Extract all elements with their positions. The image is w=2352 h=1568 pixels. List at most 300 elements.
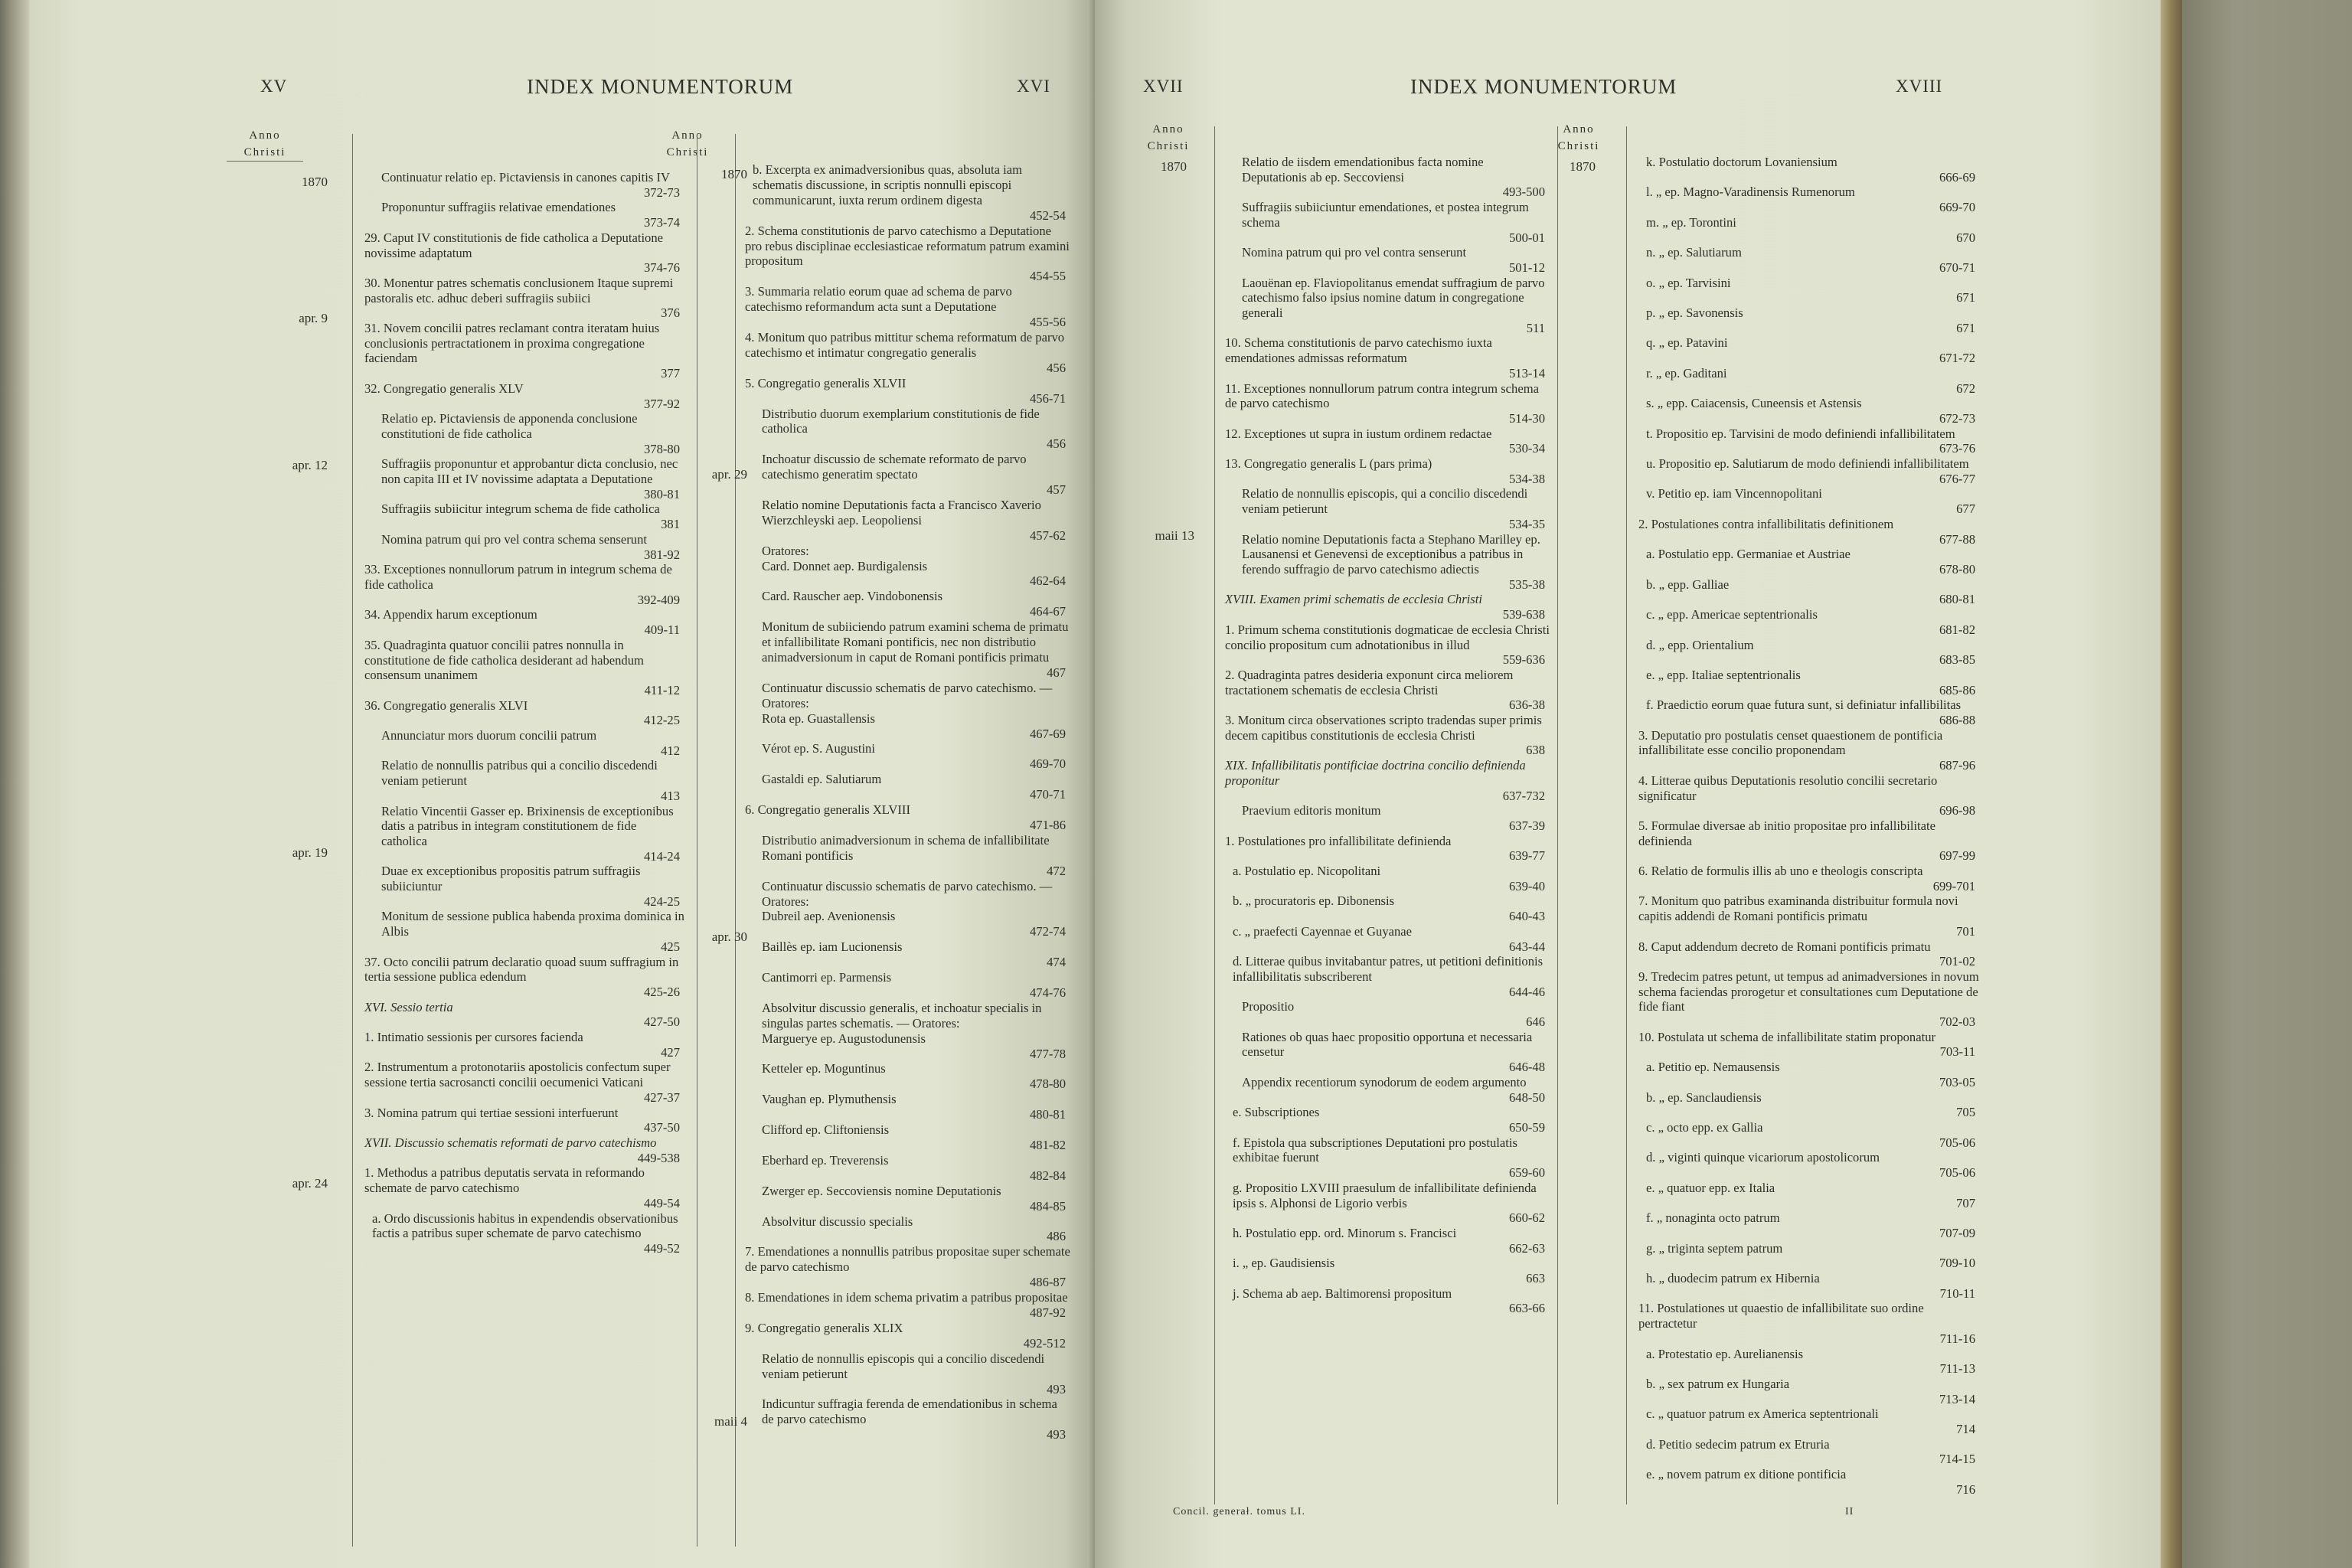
index-entry: [364, 1211, 684, 1256]
index-entry: [745, 330, 1070, 376]
page-reference: 424-25: [643, 893, 680, 909]
entry-title: 2. Instrumentum a protonotariis apostolicis confectum super sessione tertia sacrosancti concilii oecumenici Vaticani: [364, 1060, 671, 1090]
entry-title: Cantimorri ep. Parmensis: [762, 970, 892, 985]
page-reference: 381-92: [643, 547, 680, 562]
index-entry: [1638, 1120, 1980, 1150]
index-entry: [1225, 668, 1550, 713]
index-entry: [1638, 668, 1980, 697]
entry-title: 13. Congregatio generalis L (pars prima): [1225, 456, 1432, 472]
entry-title: Gastaldi ep. Salutiarum: [762, 772, 882, 787]
page-reference: 672-73: [1939, 410, 1975, 426]
entry-title: Proponuntur suffragiis relativae emendationes: [381, 200, 616, 215]
entry-title: Continuatur discussio schematis de parvo catechismo. — Oratores:: [762, 878, 1053, 909]
entry-title: b. „ sex patrum ex Hungaria: [1646, 1376, 1790, 1391]
entry-title: g. „ triginta septem patrum: [1646, 1240, 1783, 1256]
page-reference: 714-15: [1939, 1452, 1975, 1467]
index-entry: [1638, 728, 1980, 773]
index-entry: [745, 970, 1070, 1001]
page-reference: 482-84: [1029, 1168, 1066, 1183]
page-reference: 411-12: [644, 682, 680, 697]
page-reference: 487-92: [1029, 1305, 1066, 1320]
entry-title: XVI. Sessio tertia: [364, 999, 453, 1014]
entry-title: i. „ ep. Gaudisiensis: [1233, 1256, 1335, 1271]
index-entry: [1225, 245, 1550, 275]
anno-christi-heading-1: Anno Christi: [243, 129, 286, 158]
entry-title: Distributio animadversionum in schema de infallibilitate Romani pontificis: [762, 832, 1050, 863]
page-reference: 660-62: [1508, 1210, 1545, 1226]
page-reference: 678-80: [1939, 561, 1975, 577]
entry-title: q. „ ep. Patavini: [1646, 335, 1728, 351]
entry-title: 1. Primum schema constitutionis dogmaticae de ecclesia Christi concilio propositum cum adnotationibus in illud: [1225, 622, 1550, 652]
index-entry: [364, 170, 684, 200]
index-entry: [745, 544, 1070, 559]
page-reference: 449-538: [637, 1150, 680, 1165]
page-reference: 493: [1047, 1427, 1066, 1442]
entry-title: Oratores:: [762, 543, 809, 558]
page-reference: 687-96: [1939, 758, 1975, 773]
index-entry: [364, 638, 684, 698]
index-entry: [1638, 1347, 1980, 1377]
index-entry: [1638, 155, 1980, 185]
page-reference: 467-69: [1029, 726, 1066, 741]
page-reference: 392-409: [637, 592, 680, 607]
index-entry: [1638, 335, 1980, 365]
entry-title: Relatio de iisdem emendationibus facta nomine Deputationis ab ep. Seccoviensi: [1242, 155, 1484, 185]
index-entry: [1638, 1241, 1980, 1271]
index-entry: [1638, 396, 1980, 426]
page-reference: 534-35: [1508, 516, 1545, 531]
entry-title: t. Propositio ep. Tarvisini de modo definiendi infallibilitatem: [1646, 426, 1955, 441]
index-entry: [1225, 381, 1550, 426]
entry-title: k. Postulatio doctorum Lovaniensium: [1646, 155, 1838, 169]
entry-title: 33. Exceptiones nonnullorum patrum in integrum schema de fide catholica: [364, 562, 672, 592]
running-title-left: INDEX MONUMENTORUM: [527, 75, 794, 98]
entry-title: Monitum de subiiciendo patrum examini schema de primatu et infallibilitate Romani pontificis, nec non distributio animadversionum in caput de Romani pontificis primatu: [762, 619, 1069, 665]
index-entry: [1225, 924, 1550, 954]
date-label: apr. 12: [292, 458, 328, 472]
index-entry: [364, 200, 684, 230]
page-reference: 640-43: [1508, 909, 1545, 924]
page-reference: 377-92: [643, 396, 680, 411]
page-reference: 486: [1047, 1229, 1066, 1244]
index-entry: [1225, 864, 1550, 893]
entry-title: Laouënan ep. Flaviopolitanus emendat suffragium de parvo catechismo falso ipsius nomine datum in congregatione generali: [1242, 275, 1545, 321]
index-entry: [745, 1153, 1070, 1184]
signature-mark: II: [1845, 1506, 1854, 1517]
page-reference: 681-82: [1939, 622, 1975, 637]
page-reference: 671-72: [1939, 351, 1975, 366]
page-reference: 637-39: [1508, 818, 1545, 833]
entry-title: Suffragiis subiicitur integrum schema de fide catholica: [381, 501, 660, 517]
entry-title: 2. Schema constitutionis de parvo catechismo a Deputatione pro rebus disciplinae ecclesiasticae reformatum patrum examini propositum: [745, 223, 1070, 269]
entry-title: Inchoatur discussio de schemate reformato de parvo catechismo generatim spectato: [762, 452, 1027, 482]
page-reference: 425: [661, 939, 680, 954]
index-entry: [1225, 486, 1550, 531]
index-entry: [364, 1135, 684, 1165]
index-column-4: [1638, 155, 1980, 1498]
entry-title: Annunciatur mors duorum concilii patrum: [381, 728, 597, 743]
entry-title: Propositio: [1242, 999, 1295, 1014]
index-entry: [1638, 1210, 1980, 1240]
entry-title: Suffragiis proponuntur et approbantur dicta conclusio, nec non capita III et IV novissime adaptata a Deputatione: [381, 456, 678, 487]
index-entry: [745, 376, 1070, 407]
index-entry: [364, 1060, 684, 1105]
entry-title: e. „ epp. Italiae septentrionalis: [1646, 667, 1801, 682]
page-reference: 639-40: [1508, 878, 1545, 893]
page-reference: 648-50: [1508, 1089, 1545, 1105]
index-entry: [364, 758, 684, 803]
index-entry: [745, 284, 1070, 330]
index-entry: [1225, 592, 1550, 622]
entry-title: l. „ ep. Magno-Varadinensis Rumenorum: [1646, 185, 1855, 200]
entry-title: n. „ ep. Salutiarum: [1646, 245, 1742, 260]
entry-title: 3. Deputatio pro postulatis censet quaestionem de pontificia infallibilitate esse concilio proponendam: [1638, 727, 1943, 758]
page-reference: 646: [1526, 1014, 1545, 1030]
entry-title: Relatio de nonnullis episcopis qui a concilio discedendi veniam petierunt: [762, 1351, 1045, 1381]
index-entry: [364, 230, 684, 276]
index-entry: [1638, 486, 1980, 516]
index-entry: [1225, 758, 1550, 803]
page-reference: 703-11: [1939, 1044, 1975, 1060]
page-reference: 456: [1047, 360, 1066, 375]
page-reference: 486-87: [1029, 1275, 1066, 1290]
entry-title: XVIII. Examen primi schematis de ecclesia Christi: [1225, 592, 1482, 607]
entry-title: Relatio nomine Deputationis facta a Francisco Xaverio Wierzchleyski aep. Leopoliensi: [762, 497, 1041, 528]
index-entry: [364, 562, 684, 607]
index-entry: [1638, 305, 1980, 335]
index-entry: [1638, 245, 1980, 275]
page-reference: 471-86: [1029, 817, 1066, 832]
entry-title: c. „ praefecti Cayennae et Guyanae: [1233, 923, 1413, 939]
page-reference: 673-76: [1939, 441, 1975, 456]
entry-title: o. „ ep. Tarvisini: [1646, 275, 1731, 290]
entry-title: f. Praedictio eorum quae futura sunt, si definiatur infallibilitas: [1646, 697, 1962, 713]
column-rule: [1214, 126, 1215, 1504]
right-page: [1095, 0, 2161, 1568]
index-entry: [1638, 215, 1980, 245]
page-reference: 677: [1956, 501, 1975, 517]
index-entry: [1638, 276, 1980, 305]
entry-title: f. „ nonaginta octo patrum: [1646, 1210, 1780, 1226]
index-entry: [1638, 1181, 1980, 1210]
date-label: apr. 29: [711, 467, 747, 482]
running-title-right: INDEX MONUMENTORUM: [1410, 75, 1677, 98]
entry-title: Vaughan ep. Plymuthensis: [762, 1092, 897, 1107]
index-entry: [1638, 893, 1980, 939]
entry-title: a. Protestatio ep. Aurelianensis: [1646, 1346, 1804, 1361]
index-entry: [1225, 999, 1550, 1029]
index-entry: [364, 728, 684, 758]
index-entry: [1638, 1090, 1980, 1120]
page-reference: 414-24: [643, 848, 680, 864]
page-reference: 412: [661, 743, 680, 758]
entry-title: 7. Monitum quo patribus examinanda distribuitur formula novi capitis addendi de Romani pontificis primatu: [1638, 893, 1958, 924]
page-reference: 644-46: [1508, 984, 1545, 999]
page-reference: 677-88: [1939, 531, 1975, 547]
index-entry: [745, 741, 1070, 772]
entry-title: Relatio de nonnullis patribus qui a concilio discedendi veniam petierunt: [381, 758, 658, 789]
entry-title: Distributio duorum exemplarium constitutionis de fide catholica: [762, 406, 1040, 436]
entry-title: Clifford ep. Cliftoniensis: [762, 1122, 890, 1138]
page-reference: 474: [1047, 955, 1066, 970]
entry-title: 31. Novem concilii patres reclamant contra iteratam huius conclusionis pertractationem in proxima congregatione faciendam: [364, 321, 660, 366]
page-reference: 530-34: [1508, 441, 1545, 456]
page-reference: 710-11: [1939, 1285, 1975, 1301]
index-entry: [364, 607, 684, 637]
page-reference: 711-13: [1939, 1361, 1975, 1377]
index-entry: [745, 772, 1070, 802]
entry-title: g. Propositio LXVIII praesulum de infallibilitate definienda ipsis s. Alphonsi de Ligorio verbis: [1233, 1180, 1537, 1210]
anno-christi-heading-4: Anno Christi: [1557, 123, 1600, 152]
index-entry: [745, 1290, 1070, 1321]
index-entry: [364, 381, 684, 411]
entry-title: d. Litterae quibus invitabantur patres, ut petitioni definitionis infallibilitatis subscriberent: [1233, 954, 1544, 984]
page-reference: 697-99: [1939, 848, 1975, 864]
index-entry: [364, 955, 684, 1000]
page-reference: 427-50: [643, 1014, 680, 1030]
index-entry: [364, 909, 684, 954]
page-reference: 376: [661, 305, 680, 321]
page-reference: 663-66: [1508, 1301, 1545, 1316]
page-reference: 534-38: [1508, 471, 1545, 486]
entry-title: XIX. Infallibilitatis pontificiae doctrina concilio definienda proponitur: [1225, 758, 1526, 788]
entry-title: 1. Postulationes pro infallibilitate definienda: [1225, 833, 1452, 848]
entry-title: c. „ octo epp. ex Gallia: [1646, 1120, 1763, 1135]
entry-title: 5. Congregatio generalis XLVII: [745, 375, 906, 390]
entry-title: Relatio ep. Pictaviensis de apponenda conclusione constitutioni de fide catholica: [381, 411, 638, 441]
entry-title: Absolvitur discussio specialis: [762, 1214, 913, 1229]
index-entry: [1225, 834, 1550, 864]
page-reference: 464-67: [1029, 604, 1066, 619]
entry-title: 29. Caput IV constitutionis de fide catholica a Deputatione novissime adaptatum: [364, 230, 664, 260]
entry-title: h. Postulatio epp. ord. Minorum s. Francisci: [1233, 1225, 1457, 1240]
entry-title: 10. Postulata ut schema de infallibilitate statim proponatur: [1638, 1029, 1936, 1044]
index-entry: [1225, 276, 1550, 336]
index-entry: [745, 681, 1070, 711]
page-reference: 501-12: [1508, 260, 1545, 275]
page-reference: 409-11: [644, 622, 680, 638]
page-reference: 500-01: [1508, 230, 1545, 245]
index-entry: [1638, 939, 1980, 969]
index-entry: [745, 1092, 1070, 1122]
page-reference: 671: [1956, 290, 1975, 305]
entry-title: Marguerye ep. Augustodunensis: [762, 1031, 926, 1046]
entry-title: Nomina patrum qui pro vel contra senserunt: [1242, 245, 1467, 260]
page-reference: 470-71: [1029, 787, 1066, 802]
index-entry: [745, 224, 1070, 285]
index-entry: [1638, 366, 1980, 396]
page-reference: 478-80: [1029, 1076, 1066, 1092]
page-reference: 456: [1047, 436, 1066, 452]
entry-title: Rota ep. Guastallensis: [762, 710, 875, 726]
page-reference: 699-701: [1932, 878, 1975, 893]
index-entry: [745, 1031, 1070, 1062]
page-reference: 663: [1526, 1271, 1545, 1286]
index-entry: [1638, 185, 1980, 214]
index-entry: [364, 1106, 684, 1135]
page-reference: 659-60: [1508, 1165, 1545, 1181]
index-entry: [1638, 456, 1980, 486]
entry-title: 12. Exceptiones ut supra in iustum ordinem redactae: [1225, 426, 1492, 441]
anno-christi-heading-3: Anno Christi: [1147, 123, 1190, 152]
page-reference: 427-37: [643, 1089, 680, 1105]
index-entry: [1225, 622, 1550, 668]
index-entry: [1225, 426, 1550, 456]
page-reference: 467: [1047, 665, 1066, 680]
entry-title: d. Petitio sedecim patrum ex Etruria: [1646, 1436, 1830, 1452]
entry-title: b. „ epp. Galliae: [1646, 577, 1730, 592]
page-reference: 454-55: [1029, 269, 1066, 284]
page-reference: 511: [1526, 320, 1545, 335]
entry-title: Indicuntur suffragia ferenda de emendationibus in schema de parvo catechismo: [762, 1396, 1057, 1427]
page-reference: 683-85: [1939, 652, 1975, 668]
entry-title: e. Subscriptiones: [1233, 1105, 1320, 1120]
page-reference: 469-70: [1029, 756, 1066, 772]
index-entry: [364, 1030, 684, 1060]
index-entry: [1638, 1060, 1980, 1089]
entry-title: a. Postulatio ep. Nicopolitani: [1233, 864, 1381, 879]
index-entry: [745, 498, 1070, 544]
page-reference: 449-54: [643, 1195, 680, 1210]
entry-title: Absolvitur discussio generalis, et inchoatur specialis in singulas partes schematis. — Oratores:: [762, 1000, 1042, 1031]
entry-title: 10. Schema constitutionis de parvo catechismo iuxta emendationes admissas reformatum: [1225, 335, 1492, 366]
index-entry: [745, 589, 1070, 619]
index-entry: [1225, 713, 1550, 758]
page-reference: 380-81: [643, 486, 680, 501]
index-entry: [1638, 638, 1980, 668]
index-entry: [1638, 1437, 1980, 1467]
index-entry: [745, 1061, 1070, 1092]
page-reference: 705-06: [1939, 1135, 1975, 1150]
entry-title: v. Petitio ep. iam Vincennopolitani: [1646, 486, 1822, 501]
page-reference: 636-38: [1508, 697, 1545, 713]
entry-title: a. Petitio ep. Nemausensis: [1646, 1060, 1780, 1075]
entry-title: 1. Intimatio sessionis per cursores facienda: [364, 1030, 583, 1045]
entry-title: e. „ quatuor epp. ex Italia: [1646, 1180, 1775, 1195]
index-entry: [745, 407, 1070, 452]
index-entry: [1225, 155, 1550, 200]
index-entry: [1638, 1377, 1980, 1406]
page-reference: 701: [1956, 923, 1975, 939]
page-reference: 480-81: [1029, 1107, 1066, 1122]
index-column-1: [364, 170, 684, 1256]
index-entry: [1638, 607, 1980, 637]
page-reference: 373-74: [643, 215, 680, 230]
index-column-2: [745, 162, 1070, 1442]
entry-title: 37. Octo concilii patrum declaratio quoad suum suffragium in tertia sessione publica edendum: [364, 954, 679, 985]
index-entry: [364, 864, 684, 909]
index-entry: [1638, 697, 1980, 727]
column-rule: [1626, 126, 1627, 1504]
entry-title: Card. Rauscher aep. Vindobonensis: [762, 589, 943, 604]
index-entry: [1638, 517, 1980, 547]
entry-title: 8. Caput addendum decreto de Romani pontificis primatu: [1638, 939, 1931, 954]
page-reference: 686-88: [1939, 713, 1975, 728]
entry-title: 8. Emendationes in idem schema privatim a patribus propositae: [745, 1290, 1068, 1305]
page-reference: 707-09: [1939, 1225, 1975, 1240]
entry-title: 34. Appendix harum exceptionum: [364, 607, 537, 622]
index-entry: [1225, 335, 1550, 381]
entry-title: 3. Summaria relatio eorum quae ad schema de parvo catechismo reformandum acta sunt a Deputatione: [745, 284, 1012, 315]
index-entry: [364, 532, 684, 562]
date-label: maii 4: [714, 1414, 747, 1429]
page-reference: 670: [1956, 230, 1975, 245]
page-reference: 472-74: [1029, 924, 1066, 939]
date-label: apr. 30: [711, 929, 747, 944]
entry-title: 3. Monitum circa observationes scripto tradendas super primis decem capitibus constitutionis de ecclesia Christi: [1225, 713, 1542, 743]
entry-title: s. „ epp. Caiacensis, Cuneensis et Astensis: [1646, 396, 1862, 411]
index-entry: [1225, 1286, 1550, 1316]
entry-title: Ketteler ep. Moguntinus: [762, 1061, 886, 1076]
index-entry: [1638, 1271, 1980, 1301]
index-entry: [364, 698, 684, 728]
entry-title: Appendix recentiorum synodorum de eodem argumento: [1242, 1074, 1527, 1089]
year-label: 1870: [1570, 159, 1596, 174]
page-reference: 412-25: [643, 713, 680, 728]
page-reference: 474-76: [1029, 985, 1066, 1000]
page-reference: 696-98: [1939, 803, 1975, 818]
page-reference: 711-16: [1939, 1331, 1975, 1346]
page-reference: 714: [1956, 1422, 1975, 1437]
page-reference: 457: [1047, 482, 1066, 498]
year-label: 1870: [1161, 159, 1187, 174]
entry-title: Eberhard ep. Treverensis: [762, 1152, 889, 1168]
index-entry: [745, 1321, 1070, 1351]
page-reference: 455-56: [1029, 315, 1066, 330]
entry-title: j. Schema ab aep. Baltimorensi propositum: [1233, 1285, 1452, 1301]
entry-title: b. „ ep. Sanclaudiensis: [1646, 1089, 1762, 1105]
index-entry: [1638, 577, 1980, 607]
index-entry: [1638, 426, 1980, 456]
page-reference: 413: [661, 788, 680, 803]
entry-title: 5. Formulae diversae ab initio propositae pro infallibilitate definienda: [1638, 818, 1936, 848]
entry-title: Monitum de sessione publica habenda proxima dominica in Albis: [381, 909, 684, 939]
entry-title: Card. Donnet aep. Burdigalensis: [762, 558, 928, 573]
entry-title: Relatio de nonnullis episcopis, qui a concilio discedendi veniam petierunt: [1242, 486, 1528, 517]
index-entry: [364, 276, 684, 321]
entry-title: 35. Quadraginta quatuor concilii patres nonnulla in constitutione de fide catholica desiderant ad habendum consensum unanimem: [364, 637, 644, 683]
entry-title: 6. Congregatio generalis XLVIII: [745, 802, 910, 818]
page-reference: 481-82: [1029, 1138, 1066, 1152]
date-label: apr. 24: [292, 1176, 328, 1191]
page-reference: 377: [661, 366, 680, 381]
entry-title: c. „ epp. Americae septentrionalis: [1646, 607, 1818, 622]
index-entry: [364, 321, 684, 381]
page-reference: 462-64: [1029, 573, 1066, 589]
index-entry: [364, 456, 684, 501]
page-reference: 378-80: [643, 441, 680, 456]
index-entry: [1638, 818, 1980, 864]
page-reference: 374-76: [643, 260, 680, 276]
index-entry: [745, 833, 1070, 879]
entry-title: XVII. Discussio schematis reformati de parvo catechismo: [364, 1135, 657, 1150]
index-entry: [745, 711, 1070, 742]
index-entry: [745, 1396, 1070, 1442]
entry-title: Continuatur relatio ep. Pictaviensis in canones capitis IV: [381, 170, 670, 185]
page-reference: 671: [1956, 320, 1975, 335]
page-number-xvii: XVII: [1143, 77, 1184, 96]
entry-title: Continuatur discussio schematis de parvo catechismo. — Oratores:: [762, 680, 1053, 710]
entry-title: m. „ ep. Torontini: [1646, 214, 1736, 230]
index-entry: [1638, 1030, 1980, 1060]
page-reference: 705-06: [1939, 1165, 1975, 1181]
index-entry: [1225, 893, 1550, 923]
entry-title: 6. Relatio de formulis illis ab uno e theologis conscripta: [1638, 864, 1923, 879]
page-reference: 701-02: [1939, 954, 1975, 969]
index-entry: [364, 1000, 684, 1030]
left-book-edge: [0, 0, 29, 1568]
page-reference: 372-73: [643, 185, 680, 200]
